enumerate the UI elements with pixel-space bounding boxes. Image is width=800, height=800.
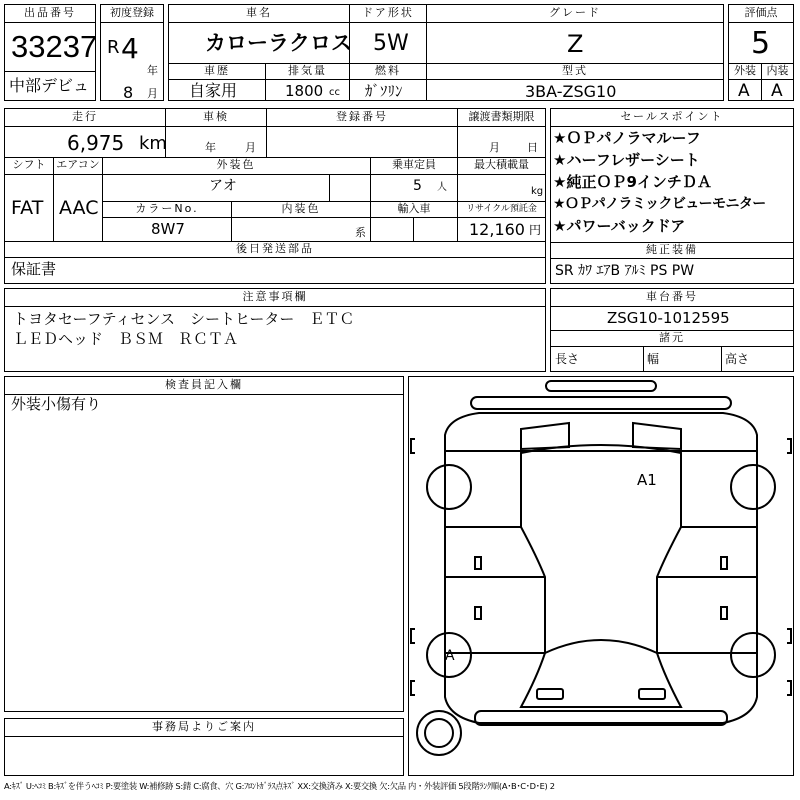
import-label: 輸入車: [397, 202, 431, 215]
lot-number: 33237: [11, 29, 98, 64]
model-label: 型式: [562, 64, 588, 77]
recycle-label: リサイクル預託金: [466, 204, 537, 214]
sales-box: [550, 108, 794, 284]
inspection-year-unit: 年: [205, 141, 216, 154]
notes-line-1: トヨタセーフティセンス シートヒーター ＥＴＣ: [13, 310, 355, 328]
inspector-label: 検査員記入欄: [165, 378, 243, 391]
office-box: [4, 718, 404, 776]
reg-month-unit: 月: [147, 87, 158, 100]
damage-mark-a: A: [445, 648, 455, 664]
lot-box: [4, 4, 96, 101]
grade: Z: [567, 30, 584, 58]
history-label: 車歴: [204, 64, 230, 77]
later-parts-box: [4, 242, 546, 284]
legend: A:ｷｽﾞ U:ﾍｺﾐ B:ｷｽﾞを伴うﾍｺﾐ P:要塗装 W:補修跡 S:錆 C:腐食、穴 G:ﾌﾛﾝﾄｶﾞﾗｽ点ｷｽﾞ XX:交換済み X:要交換 欠:欠品 内・外装評価 5段階ﾗﾝｸ順(A･B･C･D･E) 2: [4, 781, 555, 791]
score-label: 評価点: [744, 6, 778, 19]
notes-label: 注意事項欄: [242, 290, 308, 303]
mileage-unit: km: [139, 133, 167, 154]
door-type: 5W: [373, 31, 409, 56]
score-box: [728, 4, 794, 101]
length-label: 長さ: [555, 352, 580, 366]
inspection-label: 車検: [203, 110, 229, 123]
load-label: 最大積載量: [474, 158, 529, 171]
color-no-label: カラーNo.: [135, 202, 199, 215]
reg-year: 4: [121, 32, 139, 65]
grade-label: グレード: [549, 6, 601, 19]
reg-label: 初度登録: [110, 6, 154, 19]
sales-point-4: ★ＯＰパノラミックビューモニター: [553, 196, 766, 212]
inspection-month-unit: 月: [245, 141, 256, 154]
reg-month: 8: [123, 83, 134, 102]
ext-label: 外装: [734, 64, 756, 77]
sales-label: セールスポイント: [620, 110, 724, 123]
history: 自家用: [189, 81, 238, 100]
int-label: 内装: [766, 64, 789, 77]
ac: AAC: [59, 197, 99, 219]
car-diagram: [409, 377, 793, 775]
car-name-label: 車名: [246, 6, 272, 19]
equipment: SR ｶﾜ ｴｱB ｱﾙﾐ PS PW: [555, 263, 695, 279]
height-label: 高さ: [725, 352, 750, 366]
chassis-number: ZSG10-1012595: [607, 309, 730, 327]
seats: 5: [413, 178, 422, 194]
mileage-label: 走行: [72, 110, 98, 123]
ac-label: エアコン: [56, 158, 100, 171]
later-parts: 保証書: [11, 260, 57, 278]
recycle-fee: 12,160: [469, 220, 525, 239]
color-number: 8W7: [151, 220, 185, 238]
int-color-label: 内装色: [281, 202, 321, 215]
mileage: 6,975: [67, 131, 125, 155]
int-color-unit: 系: [355, 226, 366, 239]
model: 3BA-ZSG10: [525, 82, 617, 101]
reg-year-unit: 年: [147, 64, 158, 77]
sales-point-2: ★ハーフレザーシート: [553, 151, 700, 169]
notes-box: [4, 288, 546, 372]
recycle-unit: 円: [529, 223, 542, 237]
transfer-month: 月: [489, 141, 500, 154]
reg-era: R: [107, 37, 120, 58]
ext-grade: A: [738, 81, 750, 101]
seats-unit: 人: [437, 182, 447, 193]
spec-box: [4, 108, 546, 242]
score: 5: [751, 26, 771, 61]
exterior-color: アオ: [209, 178, 237, 194]
damage-mark-a1: A1: [637, 471, 657, 489]
transfer-day: 日: [527, 141, 538, 154]
later-label: 後日発送部品: [236, 242, 314, 255]
vehicle-info-box: [168, 4, 724, 101]
color-label: 外装色: [216, 158, 256, 171]
office-label: 事務局よりご案内: [152, 720, 256, 733]
disp-label: 排気量: [288, 64, 327, 77]
lot-label: 出品番号: [24, 6, 76, 19]
car-name: カローラクロス: [205, 31, 352, 55]
load-unit: kg: [531, 186, 544, 197]
chassis-box: [550, 288, 794, 372]
int-grade: A: [771, 81, 783, 101]
sales-point-1: ★ＯＰパノラマルーフ: [553, 129, 701, 147]
disp-unit: cc: [329, 87, 340, 98]
sales-point-3: ★純正ＯＰ9インチＤＡ: [553, 173, 712, 191]
registration-box: [100, 4, 164, 101]
seats-label: 乗車定員: [392, 158, 436, 171]
fuel: ｶﾞｿﾘﾝ: [365, 82, 403, 100]
fuel-label: 燃料: [375, 64, 401, 77]
shift-label: シフト: [12, 158, 46, 171]
shift: FAT: [11, 197, 44, 219]
door-label: ドア形状: [362, 6, 414, 19]
equip-label: 純正装備: [646, 243, 698, 256]
displacement: 1800: [285, 82, 324, 100]
notes-line-2: ＬＥＤヘッド ＢＳＭ ＲＣＴＡ: [13, 330, 239, 348]
dims-label: 諸元: [659, 331, 685, 344]
inspector-box: [4, 376, 404, 712]
chassis-label: 車台番号: [646, 290, 698, 303]
sales-point-5: ★パワーバックドア: [553, 217, 686, 235]
inspector-comment: 外装小傷有り: [11, 395, 102, 413]
damage-diagram-box: [408, 376, 794, 776]
plate-label: 登録番号: [336, 110, 388, 123]
venue: 中部デビュ: [9, 76, 90, 95]
transfer-label: 譲渡書類期限: [468, 110, 535, 123]
width-label: 幅: [647, 352, 660, 366]
